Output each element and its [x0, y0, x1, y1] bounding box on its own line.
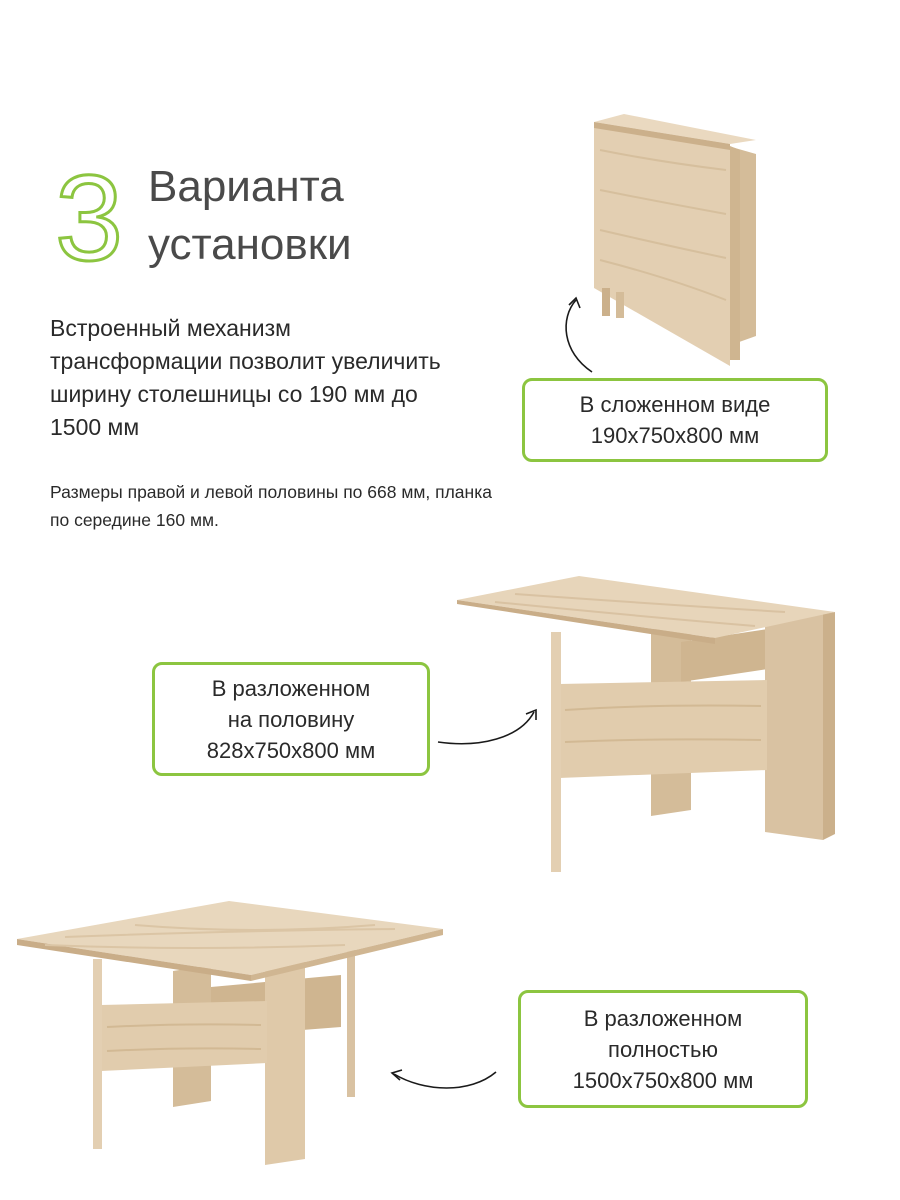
dimensions-note: Размеры правой и левой половины по 668 мм, планка по середине 160 мм.: [50, 482, 492, 530]
callout-folded: [522, 378, 828, 462]
callout-half-unfolded: [152, 662, 430, 776]
callout-full-line-3: 1500х750х800 мм: [572, 1067, 754, 1093]
callout-half-line-1: В разложенном: [211, 675, 371, 701]
callout-full-line-1: В разложенном: [583, 1005, 743, 1031]
heading-line-2: установки: [148, 220, 352, 269]
heading-line-1: Варианта: [148, 162, 344, 211]
big-number-three: [48, 164, 130, 272]
callout-full-line-2: полностью: [608, 1036, 718, 1062]
callout-folded-line-2: 190х750х800 мм: [590, 423, 760, 448]
callout-fully-unfolded: [518, 990, 808, 1108]
callout-half-line-2: на половину: [227, 706, 355, 732]
half-unfolded-table-image: [455, 570, 845, 880]
folded-table-image: [580, 110, 770, 370]
fully-unfolded-table-image: [15, 895, 445, 1170]
svg-text:3: 3: [55, 164, 123, 272]
intro-text: Встроенный механизм трансформации позволит увеличить ширину столешницы со 190 мм до 1500 мм: [50, 315, 441, 440]
callout-half-line-3: 828х750х800 мм: [206, 737, 376, 763]
callout-folded-line-1: В сложенном виде: [579, 392, 771, 417]
